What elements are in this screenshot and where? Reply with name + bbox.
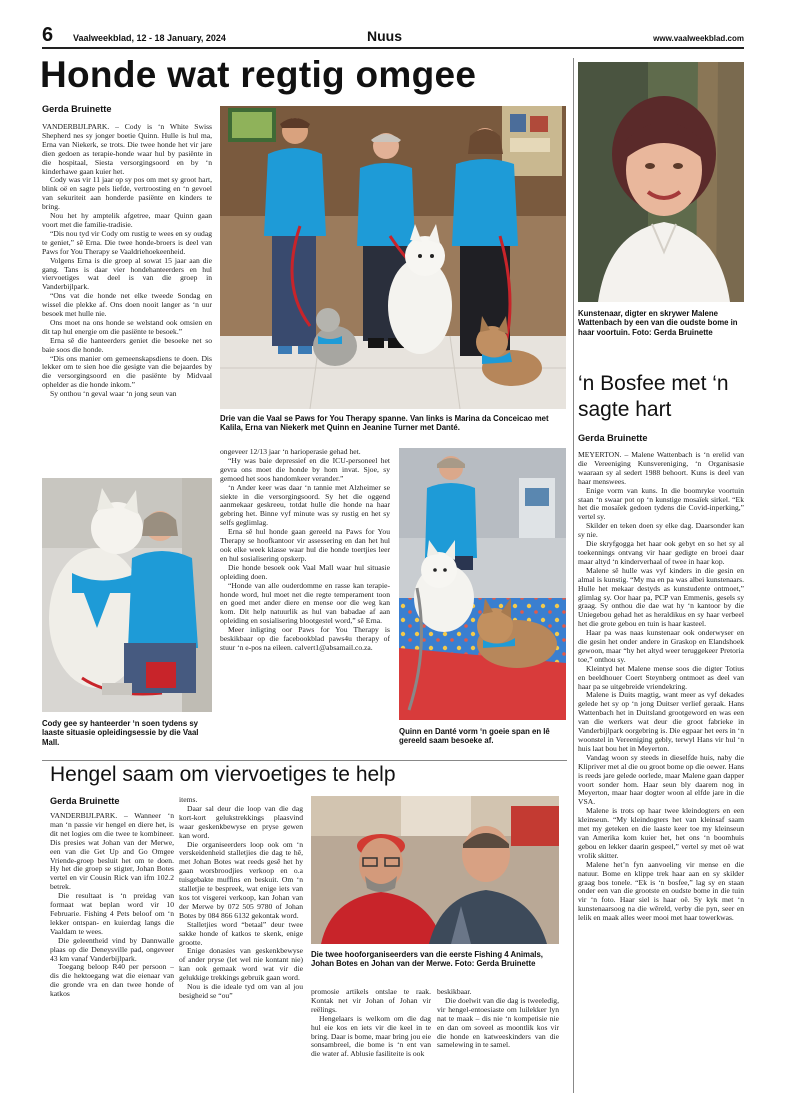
- paragraph: Kleintyd het Malene mense soos die digter Totius en beeldhouer Coert Steynberg ontmoet as deel van haar pa se uitgebreide vriendekring.: [578, 663, 744, 691]
- paragraph: ‘n Ander keer was daar ‘n tannie met Alzheimer se siekte in die versorgingsoord. Sy het die oggend aanmekaar geskreeu, totdat hulle die honde na haar gebring het. Binne vyf minute was sy rustig en het sy selfs geglimlag.: [220, 482, 390, 528]
- paragraph: Erna sê hul honde gaan gereeld na Paws for You Therapy se hoofkantoor vir assessering en dan het hul ook elke week klasse waar hul die honde toertjies leer en hul sosialisering opskerp.: [220, 527, 390, 563]
- website-url: www.vaalweekblad.com: [653, 34, 744, 43]
- article2-headline: ‘n Bosfee met ‘n sagte hart: [578, 372, 729, 421]
- article1-headline: Honde wat regtig omgee: [40, 54, 477, 95]
- paragraph: Enige donasies van geskenkbewyse of ander pryse (let wel nie kontant nie) kan ook gemaak word wat vir die gelukkige trekkings gebruik gaan word.: [179, 946, 303, 983]
- paragraph: Die resultaat is ‘n preidag van formaat wat beplan word vir 10 Februarie. Fishing 4 Pets beloof om ‘n lekker ontspan- en kuierdag langs die Vaaldam te wees.: [50, 891, 174, 936]
- photo-cody-caption: Cody gee sy hanteerder ‘n soen tydens sy laaste situasie opleidingsessie by die Vaal Mall.: [42, 719, 199, 747]
- paragraph: Toegang beloop R40 per persoon – dis die hektoegang wat die eienaar van die gronde vra en dan twee honde of katkos: [50, 962, 174, 999]
- photo-quinn-dante: [399, 448, 566, 720]
- paragraph: Enige vorm van kuns. In die boomryke voortuin staan ‘n swaar pot op ‘n kunstige mosaïek sirkel. “Ek het die mosaïek gedoen tydens die Covid-inperking,” vertel sy.: [578, 485, 744, 522]
- paragraph: Meer inligting oor Paws for You Therapy is beskikbaar op die facebookblad paws4u therapy of stuur ‘n e-pos na eileen. calvert1@absamail.co.za.: [220, 625, 390, 652]
- paragraph: Volgens Erna is die groep al sowat 15 jaar aan die gang. Tans is daar vier hondehanteerders en hul viervoetiges wat deel is van die groep in Vanderbijlpark.: [42, 255, 212, 292]
- paragraph: Stalletjies word “betaal” deur twee sakke honde of katkos te skenk, enige grootte.: [179, 919, 303, 947]
- article1-byline: Gerda Bruinette: [42, 104, 112, 114]
- paragraph: Die skryfgogga het haar ook gebyt en so het sy al toekennings ontvang vir haar gedigte en broei daar maar altyd ‘n kinderverhaal of twee in haar kop.: [578, 539, 744, 566]
- paragraph: Malene sê hulle was vyf kinders in die gesin en almal is kunstig. “My ma en pa was albei kunstenaars. Hulle het mekaar destyds as kunstudente ontmoet,” glimlag sy. Oor haar pa, PCP van Emmenis, gesels sy graag. Sy onthou die dae wat hy ‘n kantoor by die Uniegebou gehad het as heraldikus en sy haar verbeel het die grote gebou en tuin is haar kasteel.: [578, 565, 744, 629]
- paragraph: Skilder en teken doen sy elke dag. Daarsonder kan sy nie.: [578, 521, 744, 540]
- column-rule: [573, 58, 574, 1093]
- article3-headline: Hengel saam om viervoetiges te help: [50, 763, 396, 786]
- section-label: Nuus: [367, 28, 402, 44]
- paragraph: Malene is Duits magtig, want meer as vyf dekades gelede het sy op ‘n jong Duitser verlief geraak. Hans Wattenbach het in Duitsland grootgeword en was een van die werkers wat deur die groot fabrieke in Vanderbijlpark oorgebring is. Die egpaar het eers in ‘n woonstel in Vereeniging gebly, terwyl Hans vir hul ‘n huis laat bou het in Meyerton.: [578, 690, 744, 753]
- article3-col3: [311, 988, 431, 1088]
- paragraph: “Honde van alle ouderdomme en rasse kan terapie-honde word, hul moet net die regte temperament toon en goed met ander diere en mense oor die weg kan kom. Dit help natuurlik as hul van babadae af aan opleiding en sosialisering blootgestel word,” sê Erna.: [220, 580, 390, 626]
- article3-col2: [179, 796, 303, 1088]
- paragraph: “Ons vat die honde net elke tweede Sondag en wissel die plekke af. Ons doen nooit langer as ‘n uur besoek met hulle nie.: [42, 291, 212, 319]
- paragraph: Erna sê die hanteerders geniet die besoeke net so baie soos die honde.: [42, 335, 212, 354]
- article3-top-rule: [42, 760, 567, 761]
- paragraph: “Hy was baie depressief en die ICU-personeel het gevra ons moet die honde by hom invat. Sjoe, sy gemoed het soos handomkeer verander.”: [220, 455, 390, 483]
- page-number: 6: [42, 24, 54, 46]
- paragraph: Vandag woon sy steeds in dieselfde huis, naby die Klipriver met al die ou groot bome op die oewer. Hans is reeds jare gelede oorlede, maar Malene gaan dapper voort sonder hom. Haar seun bly daarem nog in Meyerton, maar haar dogter woon al elfde jare in die VSA.: [578, 752, 744, 807]
- paragraph: ongeveer 12/13 jaar ‘n harioperasie gehad het.: [220, 448, 361, 456]
- article3-byline: Gerda Bruinette: [50, 796, 120, 806]
- photo-quinn-caption: Quinn en Danté vorm ‘n goeie span en lê gereeld saam besoeke af.: [399, 727, 550, 746]
- header-rule: [42, 47, 744, 49]
- photo-organisers-caption: Die twee hooforganiseerders van die eerste Fishing 4 Animals, Johan Botes en Johan van der Merwe. Foto: Gerda Bruinette: [311, 950, 543, 969]
- article2-body: [578, 451, 744, 1096]
- paragraph: Cody was vir 11 jaar op sy pos om met sy groot hart, blink oë en sagte pels liefde, vertroosting en ‘n gevoel van sekuriteit aan honderde pasiënte en kinders te bring.: [42, 175, 212, 212]
- paragraph: promosie artikels ontslae te raak. Kontak net vir Johan of Johan vir reëlings.: [311, 988, 431, 1014]
- paragraph: Malene het’n fyn aanvoeling vir mense en die natuur. Bome en klippe trek haar aan en sy skilder graag bos tonele. “Ek is ‘n bosfee,” lag sy en staan onder een van die grootste en oudste bome in die tuin vir ‘n foto. Haar siel is haar oë. Sy kyk met ‘n kunstenaarsoog na die wêreld, verby die pyn, seer en lelik en maak alles weer mooi met haar towerkwas.: [578, 859, 744, 923]
- photo-malene-caption: Kunstenaar, digter en skrywer Malene Wattenbach by een van die oudste bome in haar voortuin. Foto: Gerda Bruinette: [578, 309, 738, 337]
- paragraph: Nou het hy amptelik afgetree, maar Quinn gaan voort met die familie-tradisie.: [42, 211, 212, 229]
- article3-col1: [50, 812, 174, 1088]
- paragraph: Nou is die ideale tyd om van al jou besigheid se “ou”: [179, 982, 303, 1000]
- article2-byline: Gerda Bruinette: [578, 433, 648, 443]
- article3-col4: [437, 988, 559, 1088]
- paragraph: Die organiseerders loop ook om ‘n verskeidenheid stalletjies die dag te hê, met Johan Botes wat reeds gesê het hy gaan worsbroodjies verkoop en o.a tuisgebakte muffins en beskuit. Om ‘n stalletjie te bespreek, wat enige iets van kos tot visgerei verkoop, kan Johan van der Merwe by 072 505 9780 of Johan Botes by 084 866 6132 gekontak word.: [179, 839, 303, 920]
- paragraph: items.: [179, 796, 198, 804]
- paragraph: Die honde besoek ook Vaal Mall waar hul situasie opleiding doen.: [220, 562, 390, 581]
- paragraph: Haar pa was naas kunstenaar ook onderwyser en die gesin het onder andere in Graskop en Elandshoek gewoon, maar “hy het altyd weer teruggekeer Pretoria toe,” onthou sy.: [578, 628, 744, 664]
- photo-malene-wattenbach: [578, 62, 744, 302]
- paragraph: Die geleentheid vind by Dannwalle plaas op die Deneysville pad, ongeveer 43 km vanaf Vanderbijlpark.: [50, 935, 174, 963]
- photo-cody-kiss: [42, 478, 212, 712]
- issue-dateline: Vaalweekblad, 12 - 18 January, 2024: [73, 33, 226, 43]
- paragraph: Die doelwit van die dag is tweeledig, vir hengel-entoesiaste om luilekker lyn nat te maak – dis nie ‘n kompetisie nie en dan om soveel as moontlik kos vir die honde en katweeskinders van die samelewing in te samel.: [437, 995, 559, 1050]
- article1-col2: [220, 448, 390, 762]
- photo-organisers: [311, 796, 559, 944]
- paragraph: beskikbaar.: [437, 988, 472, 996]
- paragraph: Sy onthou ‘n geval waar ‘n jong seun van: [50, 389, 177, 399]
- paragraph: Hengelaars is welkom om die dag hul eie kos en iets vir die keel in te bring. Daar is bome, maar bring jou eie sonsambreel, die bome is ‘n ent van die water af. Ablusie fasiliteite is ook: [311, 1013, 431, 1059]
- paragraph: “Dis ons manier om gemeenskapsdiens te doen. Dis lekker om te sien hoe die gesigte van die bejaardes by die versorgingsoord en die pasiënte by Midvaal ophelder as die honde inkom.”: [42, 353, 212, 390]
- article1-col1: [42, 123, 212, 471]
- paragraph: Daar sal deur die loop van die dag kort-kort gelukstrekkings plaasvind waar geskenkbewyse en pryse gewen kan word.: [179, 803, 303, 840]
- paragraph: VANDERBIJLPARK. – Wanneer ‘n man ‘n passie vir hengel en diere het, is dit net logies om die twee te kombineer. Dis presies wat Johan van der Merwe, een van die Get Up and Go Omgee Vriende-groep besluit het om te doen. Hy het die groep se stigter, Johan Botes vertel en vir Cousin Rick van ifm 102.2 betrek.: [50, 812, 174, 892]
- paragraph: Ons moet na ons honde se welstand ook omsien en dit tap hul energie om die pasiënte te besoek.”: [42, 317, 212, 336]
- paragraph: MEYERTON. – Malene Wattenbach is ‘n erelid van die Vereeniging Kunsvereniging, ‘n Organisasie waaraan sy al sedert 1988 behoort. Kuns is deel van haar menswees.: [578, 451, 744, 486]
- paragraph: Malene is trots op haar twee kleindogters en een kleinseun. “My kleindogters het van kleinsaf saam met my geteken en die laaste keer toe my kleinseun van Amerika kom kuier het, het ons ‘n boomhuis gebou en lekker daarin gespeel,” vertel sy met oë wat vrolik skitter.: [578, 806, 744, 860]
- paragraph: VANDERBIJLPARK. – Cody is ‘n White Swiss Shepherd nes sy jonger boetie Quinn. Hulle is hul ma, Erna van Niekerk, se trots. Die twee honde het vir jare dien gedoen as terapie-honde waar hul by pasiënte in die hospitaal, Siesta versorgingsoord en by ‘n kinderhawe gaan kuier het.: [42, 123, 212, 176]
- photo-therapy-teams: [220, 106, 566, 409]
- photo-therapy-teams-caption: Drie van die Vaal se Paws for You Therapy spanne. Van links is Marina da Conceicao met Kalila, Erna van Niekerk met Quinn en Jeanine Turner met Danté.: [220, 414, 549, 433]
- paragraph: “Dis nou tyd vir Cody om rustig te wees en sy oudag te geniet,” sê Erna. Die twee honde-broers is deel van Paws for You Therapy se Vaaldriehoekeenheid.: [42, 228, 212, 256]
